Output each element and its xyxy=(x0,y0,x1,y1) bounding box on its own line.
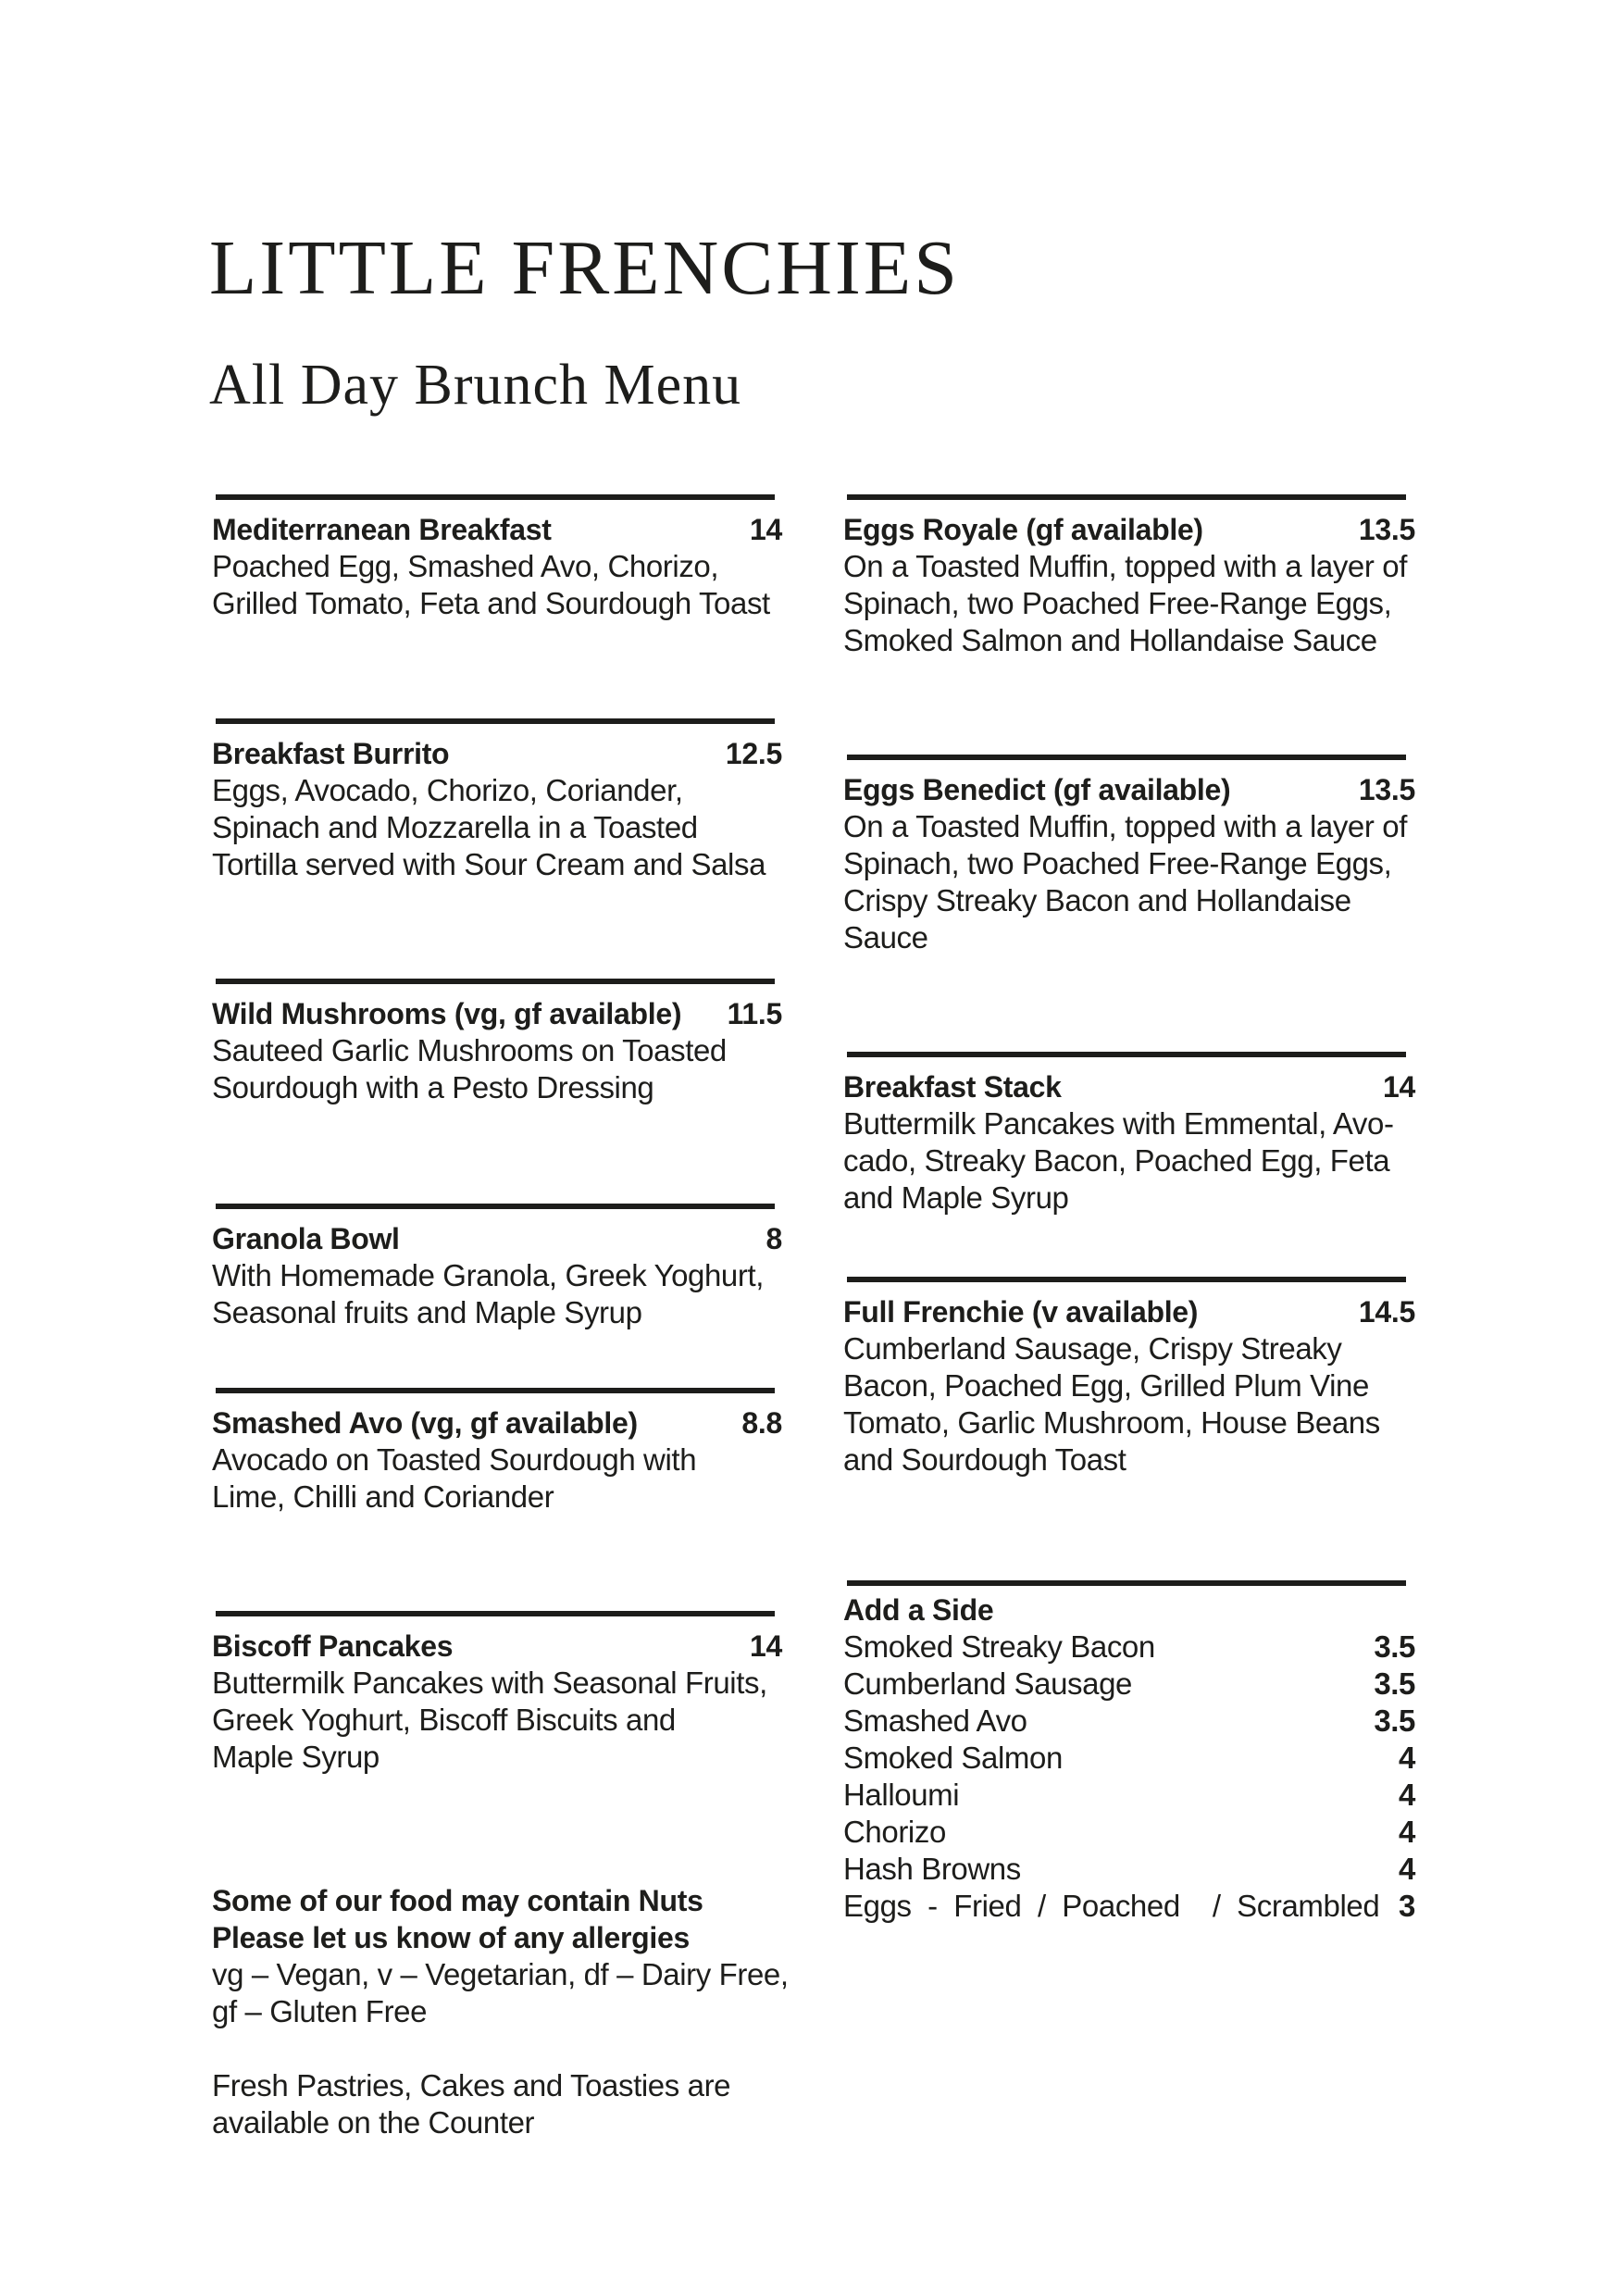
side-item-name: Smoked Salmon xyxy=(843,1741,1063,1775)
side-item xyxy=(843,1851,1415,1888)
side-item-name: Hash Browns xyxy=(843,1852,1021,1886)
side-item xyxy=(843,1777,1415,1814)
menu-item-price: 14 xyxy=(750,1629,782,1663)
menu-item-description: Crispy Streaky Bacon and Hollandaise xyxy=(843,883,1351,917)
dietary-key: gf – Gluten Free xyxy=(212,1994,428,2028)
menu-item xyxy=(212,718,782,883)
side-item-name: Smoked Streaky Bacon xyxy=(843,1629,1155,1664)
menu-item xyxy=(843,1052,1415,1217)
menu-item-description: Sauteed Garlic Mushrooms on Toasted xyxy=(212,1033,727,1067)
menu-item-description: Grilled Tomato, Feta and Sourdough Toast xyxy=(212,586,770,620)
allergy-warning: Please let us know of any allergies xyxy=(212,1921,690,1954)
nuts-warning: Some of our food may contain Nuts xyxy=(212,1884,703,1917)
side-item-price: 4 xyxy=(1399,1741,1415,1775)
section-divider xyxy=(847,494,1406,500)
section-divider xyxy=(216,979,775,984)
menu-item-description: Spinach, two Poached Free-Range Eggs, xyxy=(843,846,1392,880)
menu-item-description: With Homemade Granola, Greek Yoghurt, xyxy=(212,1258,765,1292)
side-item-price: 3 xyxy=(1399,1889,1415,1923)
menu-item-price: 13.5 xyxy=(1358,513,1415,546)
section-divider xyxy=(847,1052,1406,1057)
menu-item-description: and Sourdough Toast xyxy=(843,1442,1126,1477)
section-divider xyxy=(216,718,775,724)
menu-item-name: Wild Mushrooms (vg, gf available) xyxy=(212,997,682,1030)
menu-item-description: Maple Syrup xyxy=(212,1740,380,1774)
side-item xyxy=(843,1814,1415,1851)
counter-note: available on the Counter xyxy=(212,2105,535,2140)
menu-item-description: Sourdough with a Pesto Dressing xyxy=(212,1070,654,1104)
dietary-key: vg – Vegan, v – Vegetarian, df – Dairy Free, xyxy=(212,1957,789,1991)
menu-item-price: 8 xyxy=(765,1222,782,1255)
menu-item-description: cado, Streaky Bacon, Poached Egg, Feta xyxy=(843,1143,1390,1178)
section-divider xyxy=(847,755,1406,760)
side-item-price: 3.5 xyxy=(1374,1629,1415,1664)
menu-item-description: Greek Yoghurt, Biscoff Biscuits and xyxy=(212,1703,676,1737)
menu-item-heading xyxy=(843,1068,1415,1105)
section-divider xyxy=(216,494,775,500)
side-item-name: Eggs - Fried / Poached / Scrambled xyxy=(843,1889,1380,1923)
section-divider xyxy=(847,1277,1406,1282)
menu-item-description: Buttermilk Pancakes with Emmental, Avo- xyxy=(843,1106,1394,1141)
side-item-price: 4 xyxy=(1399,1852,1415,1886)
add-a-side-section xyxy=(843,1580,1415,1925)
menu-item xyxy=(212,1388,782,1516)
menu-item-description: Tomato, Garlic Mushroom, House Beans xyxy=(843,1405,1380,1440)
menu-item-description: Avocado on Toasted Sourdough with xyxy=(212,1442,697,1477)
menu-subtitle: All Day Brunch Menu xyxy=(209,354,742,417)
side-item-price: 4 xyxy=(1399,1815,1415,1849)
menu-item-name: Biscoff Pancakes xyxy=(212,1629,454,1663)
menu-item-name: Eggs Royale (gf available) xyxy=(843,513,1203,546)
menu-item-name: Granola Bowl xyxy=(212,1222,400,1255)
menu-item-name: Mediterranean Breakfast xyxy=(212,513,552,546)
side-item xyxy=(843,1628,1415,1666)
menu-item xyxy=(843,1277,1415,1479)
menu-item-description: Lime, Chilli and Coriander xyxy=(212,1479,554,1514)
menu-item-price: 11.5 xyxy=(727,997,782,1030)
menu-item-heading xyxy=(212,511,782,548)
side-item xyxy=(843,1703,1415,1740)
menu-item-description: Smoked Salmon and Hollandaise Sauce xyxy=(843,623,1377,657)
menu-item-name: Smashed Avo (vg, gf available) xyxy=(212,1406,638,1440)
menu-item xyxy=(212,979,782,1106)
menu-item-description: Poached Egg, Smashed Avo, Chorizo, xyxy=(212,549,719,583)
menu-item-heading xyxy=(843,1293,1415,1330)
menu-item xyxy=(212,1611,782,1776)
menu-item xyxy=(843,494,1415,659)
menu-item xyxy=(212,1204,782,1331)
section-divider xyxy=(216,1388,775,1393)
menu-item-description: and Maple Syrup xyxy=(843,1180,1069,1215)
section-divider xyxy=(216,1611,775,1616)
menu-item-description: Tortilla served with Sour Cream and Salsa xyxy=(212,847,766,881)
menu-item-description: Buttermilk Pancakes with Seasonal Fruits, xyxy=(212,1666,767,1700)
menu-item-name: Breakfast Stack xyxy=(843,1070,1062,1104)
menu-item-name: Eggs Benedict (gf available) xyxy=(843,773,1231,806)
menu-item-description: On a Toasted Muffin, topped with a layer of xyxy=(843,549,1407,583)
menu-item-price: 12.5 xyxy=(725,737,782,770)
menu-item-price: 14 xyxy=(1383,1070,1415,1104)
menu-item-heading xyxy=(843,771,1415,808)
side-item-price: 3.5 xyxy=(1374,1666,1415,1701)
menu-item-heading xyxy=(212,735,782,772)
menu-item-heading xyxy=(212,995,782,1032)
menu-item-description: Eggs, Avocado, Chorizo, Coriander, xyxy=(212,773,683,807)
menu-item-name: Full Frenchie (v available) xyxy=(843,1295,1199,1329)
menu-item xyxy=(843,755,1415,956)
side-item-price: 3.5 xyxy=(1374,1703,1415,1738)
menu-item-heading xyxy=(843,511,1415,548)
menu-item-price: 13.5 xyxy=(1358,773,1415,806)
menu-item-description: Sauce xyxy=(843,920,928,955)
side-item xyxy=(843,1740,1415,1777)
side-item xyxy=(843,1888,1415,1925)
menu-item-description: Cumberland Sausage, Crispy Streaky xyxy=(843,1331,1342,1366)
menu-item xyxy=(212,494,782,622)
section-divider xyxy=(216,1204,775,1209)
restaurant-title: LITTLE FRENCHIES xyxy=(209,225,960,311)
counter-note: Fresh Pastries, Cakes and Toasties are xyxy=(212,2068,731,2103)
side-item-name: Halloumi xyxy=(843,1778,960,1812)
menu-item-description: Bacon, Poached Egg, Grilled Plum Vine xyxy=(843,1368,1369,1403)
side-item-name: Smashed Avo xyxy=(843,1703,1027,1738)
menu-item-description: On a Toasted Muffin, topped with a layer of xyxy=(843,809,1407,843)
menu-item-description: Spinach and Mozzarella in a Toasted xyxy=(212,810,698,844)
menu-item-price: 8.8 xyxy=(741,1406,782,1440)
side-item-name: Chorizo xyxy=(843,1815,946,1849)
sides-title: Add a Side xyxy=(843,1593,994,1627)
menu-item-price: 14.5 xyxy=(1358,1295,1415,1329)
menu-item-heading xyxy=(212,1628,782,1665)
menu-item-heading xyxy=(212,1220,782,1257)
menu-item-description: Seasonal fruits and Maple Syrup xyxy=(212,1295,642,1329)
menu-item-price: 14 xyxy=(750,513,782,546)
side-item xyxy=(843,1666,1415,1703)
menu-item-name: Breakfast Burrito xyxy=(212,737,450,770)
menu-item-heading xyxy=(212,1404,782,1441)
menu-item-description: Spinach, two Poached Free-Range Eggs, xyxy=(843,586,1392,620)
side-item-name: Cumberland Sausage xyxy=(843,1666,1133,1701)
allergy-notes xyxy=(212,1882,789,2141)
side-item-price: 4 xyxy=(1399,1778,1415,1812)
section-divider xyxy=(847,1580,1406,1586)
